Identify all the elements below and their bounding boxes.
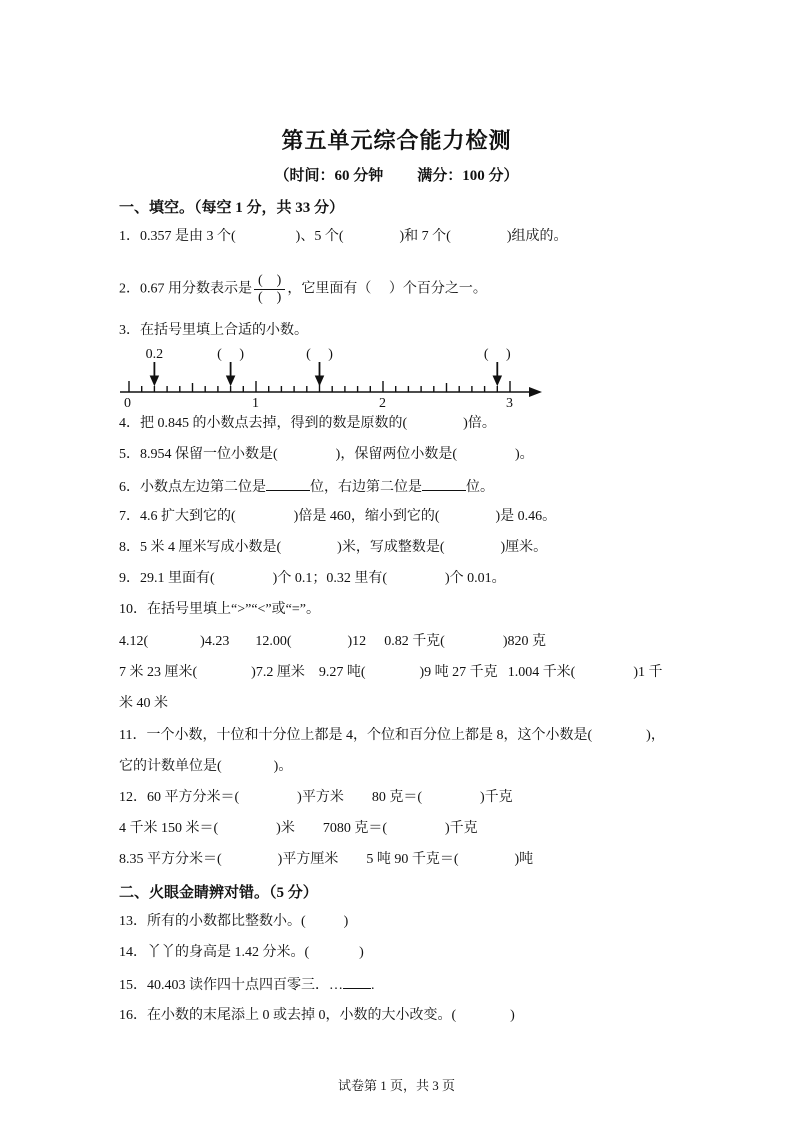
tick-label: 3	[506, 396, 513, 411]
fraction-blank[interactable]: $\frac{( )}{( )}$	[254, 273, 285, 306]
question-11-cont: 它的计数单位是( )。	[119, 759, 293, 774]
question-14: 14．丫丫的身高是 1.42 分米。( )	[119, 945, 364, 960]
tick-label: 2	[379, 396, 386, 411]
question-15: 15．40.403 读作四十点四百零三．… .	[119, 974, 375, 996]
answer-underline[interactable]	[422, 476, 466, 491]
question-4: 4．把 0.845 的小数点去掉，得到的数是原数的( )倍。	[119, 416, 496, 431]
tick-label: 1	[252, 396, 259, 411]
arrow-label[interactable]: ( )	[483, 347, 511, 362]
exam-subtitle	[0, 164, 793, 185]
tick-label: 0	[124, 396, 131, 411]
number-line	[115, 340, 555, 412]
question-12-row-3: 8.35 平方分米＝( )平方厘米 5 吨 90 千克＝( )吨	[119, 852, 534, 867]
arrow-label[interactable]: ( )	[217, 347, 245, 362]
question-11: 11．一个小数，十位和十分位上都是 4，个位和百分位上都是 8，这个小数是( )，	[119, 728, 665, 743]
question-7: 7．4.6 扩大到它的( )倍是 460，缩小到它的( )是 0.46。	[119, 509, 557, 524]
arrow-label: 0.2	[145, 347, 164, 362]
question-1: 1．0.357 是由 3 个( )、5 个( )和 7 个( )组成的。	[119, 229, 568, 244]
question-12-row-1: 12．60 平方分米＝( )平方米 80 克＝( )千克	[119, 790, 513, 805]
question-16: 16．在小数的末尾添上 0 或去掉 0，小数的大小改变。( )	[119, 1008, 515, 1023]
question-10-row-3: 米 40 米	[119, 696, 168, 711]
question-10: 10．在括号里填上“>”“<”或“=”。	[119, 602, 320, 617]
section-heading-true-false: 二、火眼金睛辨对错。（5 分）	[119, 885, 318, 901]
down-arrow-icon	[150, 376, 158, 385]
question-6: 6．小数点左边第二位是 位，右边第二位是 位。	[119, 476, 494, 498]
question-10-row-2: 7 米 23 厘米( )7.2 厘米 9.27 吨( )9 吨 27 千克 1.004 千米( )1 千	[119, 665, 663, 680]
exam-title: 第五单元综合能力检测	[281, 128, 512, 153]
question-9: 9．29.1 里面有( )个 0.1；0.32 里有( )个 0.01。	[119, 571, 506, 586]
judge-underline[interactable]	[343, 974, 371, 989]
time-limit: （时间：60 分钟	[274, 168, 384, 184]
axis-arrow-icon	[529, 387, 542, 397]
question-5: 5．8.954 保留一位小数是( )，保留两位小数是( )。	[119, 447, 534, 462]
down-arrow-icon	[493, 376, 501, 385]
page-footer: 试卷第 1 页，共 3 页	[337, 1078, 455, 1093]
question-12-row-2: 4 千米 150 米＝( )米 7080 克＝( )千克	[119, 821, 478, 836]
section-heading-fill-in: 一、填空。（每空 1 分，共 33 分）	[119, 200, 345, 216]
question-8: 8．5 米 4 厘米写成小数是( )米，写成整数是( )厘米。	[119, 540, 548, 555]
question-2: 2．0.67 用分数表示是 $\frac{( )}{( )}$ ，它里面有（ ）个百分之一。	[119, 273, 487, 305]
answer-underline[interactable]	[266, 476, 310, 491]
question-13: 13．所有的小数都比整数小。( )	[119, 914, 349, 929]
full-score: 满分：100 分）	[417, 168, 519, 184]
down-arrow-icon	[227, 376, 235, 385]
arrow-label[interactable]: ( )	[306, 347, 333, 362]
question-10-row-1: 4.12( )4.23 12.00( )12 0.82 千克( )820 克	[119, 634, 547, 649]
question-3: 3．在括号里填上合适的小数。	[119, 323, 308, 338]
down-arrow-icon	[316, 376, 324, 385]
